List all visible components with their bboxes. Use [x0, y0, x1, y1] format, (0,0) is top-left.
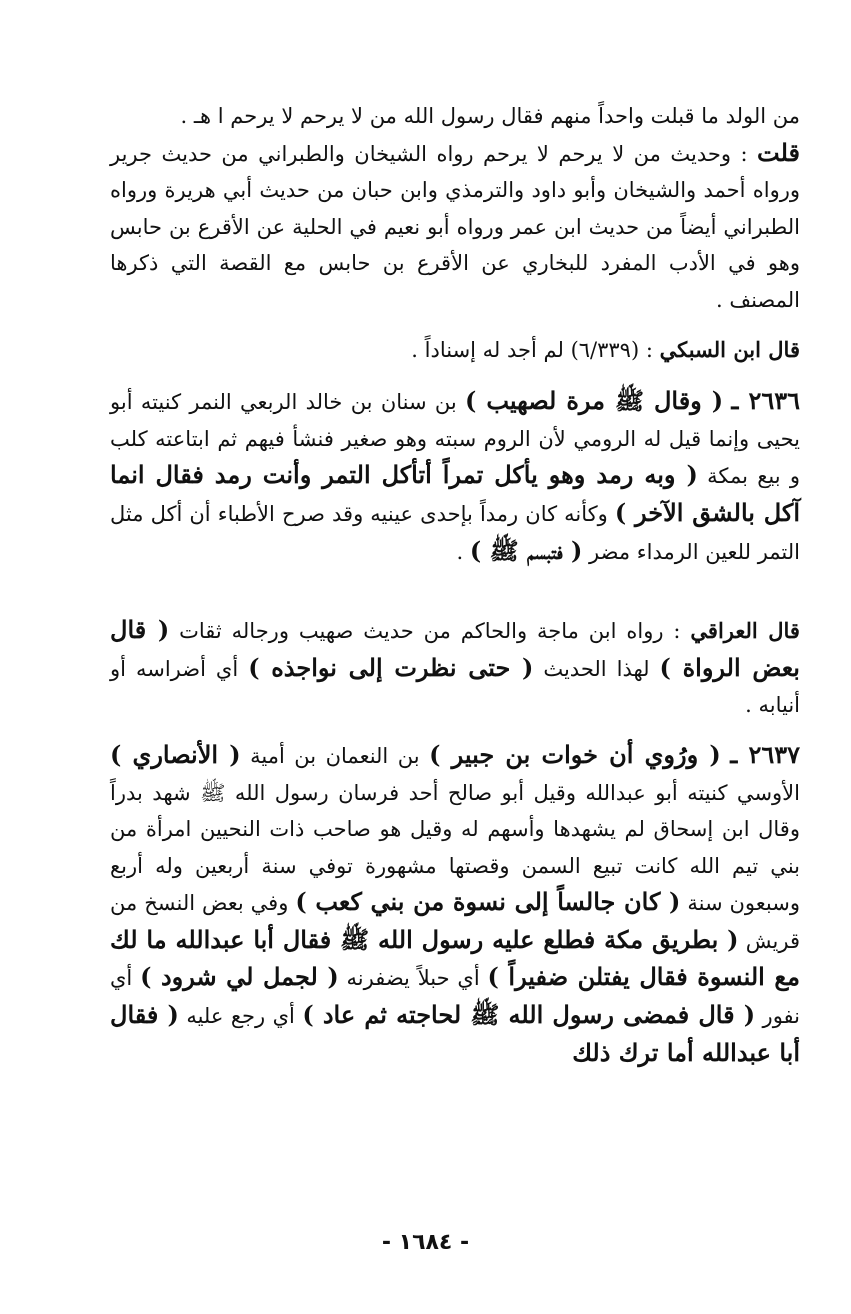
paragraph-label: قال ابن السبكي	[659, 336, 800, 362]
commentary: بن النعمان بن أمية	[250, 743, 420, 768]
hadith-text: ( وبه رمد وهو يأكل تمراً أتأكل التمر وأنت رمد فقال انما آكل بالشق الآخر )	[110, 460, 800, 527]
paragraph-label: قال العراقي	[690, 618, 800, 644]
paragraph-continuation	[110, 98, 800, 135]
text: : (٦/٣٣٩) لم أجد له إسناداً .	[411, 337, 653, 362]
hadith-text: ( الأنصاري )	[110, 739, 241, 769]
page-body	[110, 98, 800, 1258]
hadith-text: ( بطريق مكة فطلع عليه رسول الله ﷺ فقال أبا عبدالله ما لك مع النسوة فقال يفتلن ضفيراً )	[110, 924, 800, 992]
hadith-text: ( قال فمضى رسول الله ﷺ لحاجته ثم عاد )	[302, 1000, 756, 1030]
hadith-text: ( وقال ﷺ مرة لصهيب )	[465, 386, 724, 416]
text: : رواه ابن ماجة والحاكم من حديث صهيب ورجاله ثقات	[179, 619, 681, 644]
text: : وحديث من لا يرحم لا يرحم رواه الشيخان والطبراني من حديث جرير ورواه أحمد والشيخان وأبو داود والترمذي وابن حبان من حديث أبي هريرة ورواه الطبراني أيضاً من حديث ابن عمر ورواه أبو نعيم في الحلية عن الأقرع بن حابس وهو في الأدب المفرد للبخاري عن الأقرع بن حابس مع القصة التي ذكرها المصنف .	[110, 141, 800, 312]
commentary: وفي بعض النسخ من قريش	[110, 891, 800, 953]
paragraph-ibn-subki	[110, 332, 800, 369]
commentary: وكأنه كان رمداً بإحدى عينيه وقد صرح الأطباء أن أكل مثل التمر للعين الرمداء مضر	[110, 501, 800, 564]
commentary: بن سنان بن خالد الربعي النمر كنيته أبو يحيى وإنما قيل له الرومي لأن الروم سبته وهو صغير فنشأ فيهم ثم ابتاعته كلب و بيع بمكة	[110, 390, 800, 489]
commentary: أي نفور	[110, 966, 801, 1029]
paragraph-label: قلت	[757, 137, 800, 167]
paragraph-iraqi	[110, 612, 800, 724]
hadith-text: ( قال بعض الرواة )	[110, 615, 800, 682]
hadith-text: ( حتى نظرت إلى نواجذه )	[248, 652, 534, 682]
text: من الولد ما قبلت واحداً منهم فقال رسول الله من لا يرحم لا يرحم ا هـ .	[180, 104, 800, 128]
commentary: أي حبلاً يضفرنه	[346, 966, 480, 991]
hadith-text: ( ورُوي أن خوات بن جبير )	[429, 739, 721, 769]
text: أي أضراسه أو أنيابه .	[110, 656, 800, 718]
hadith-2636	[110, 383, 800, 570]
hadith-number: ٢٦٣٦ ـ	[731, 386, 800, 416]
hadith-2637	[110, 737, 800, 1072]
commentary: .	[456, 539, 464, 564]
page-number: - ١٦٨٤ -	[381, 1230, 470, 1255]
hadith-number: ٢٦٣٧ ـ	[730, 739, 800, 769]
paragraph-qultu	[110, 135, 800, 319]
hadith-text: ( فتبسم ﷺ )	[469, 535, 583, 565]
commentary: الأوسي كنيته أبو عبدالله وقيل أبو صالح أحد فرسان رسول الله ﷺ شهد بدراً وقال ابن إسحاق لم يشهدها وأسهم له وقيل هو صاحب ذات النحيين امرأة من بني تيم الله كانت تبيع السمن وقصتها مشهورة توفي سنة أربعين وله أربع وسبعون سنة	[110, 780, 800, 916]
hadith-text: ( كان جالساً إلى نسوة من بني كعب )	[295, 887, 681, 917]
text: لهذا الحديث	[543, 656, 650, 681]
hadith-text: ( لجمل لي شرود )	[140, 962, 339, 992]
hadith-text: ( فقال أبا عبدالله أما ترك ذلك	[110, 1000, 800, 1067]
commentary: أي رجع عليه	[186, 1004, 295, 1029]
